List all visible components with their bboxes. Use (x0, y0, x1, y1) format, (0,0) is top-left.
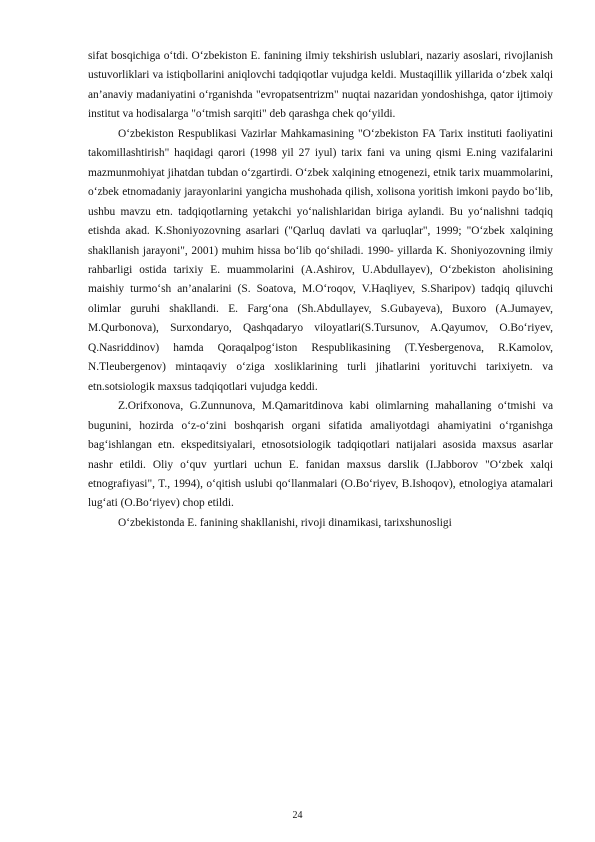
paragraph-4: O‘zbekistonda E. fanining shakllanishi, rivoji dinamikasi, tarixshunosligi (118, 516, 452, 529)
page-number: 24 (292, 810, 303, 821)
paragraph-1: sifat bosqichiga o‘tdi. O‘zbekiston E. fanining ilmiy tekshirish uslublari, nazariy asoslari, rivojlanish ustuvorliklari va istiqbollarini aniqlovchi tadqiqotlar vujudga keldi. Mustaqillik yillarida o‘zbek xalqi an’anaviy madaniyatini o‘rganishda "evropatsentrizm" nuqtai nazaridan yondoshishga, qator ijtimoiy institut va hodisalarga "o‘tmish sarqiti" deb qarashga chek qo‘yildi. (88, 50, 553, 121)
body-text (88, 47, 553, 533)
paragraph-2: O‘zbekiston Respublikasi Vazirlar Mahkamasining "O‘zbekiston FA Tarix instituti faoliyatini takomillashtirish" haqidagi qarori (1998 yil 27 iyul) tarix fani va uning qismi E.ning vazifalarini mazmunmohiyat jihatdan tubdan o‘zgartirdi. O‘zbek xalqining etnogenezi, etnik tarix muammolarini, o‘zbek etnomadaniy jarayonlarini yangicha mushohada qilish, xolisona yoritish imkoni paydo bo‘lib, ushbu mavzu etn. tadqiqotlarning yetakchi yo‘nalishlaridan biriga aylandi. Bu yo‘nalishni tadqiq etishda akad. K.Shoniyozovning asarlari ("Qarluq davlati va qarluqlar", 1999; "O‘zbek xalqining shakllanish jarayoni", 2001) muhim hissa bo‘lib qo‘shiladi. 1990- yillarda K. Shoniyozovning ilmiy rahbarligi ostida tarixiy E. muammolarini (A.Ashirov, U.Abdullayev), O‘zbekiston aholisining maishiy turmo‘sh an’analarini (S. Soatova, M.O‘roqov, V.Haqliyev, S.Sharipov) tadqiq qiluvchi olimlar guruhi shakllandi. E. Farg‘ona (Sh.Abdullayev, S.Gubayeva), Buxoro (A.Jumayev, M.Qurbonova), Surxondaryo, Qashqadaryo viloyatlari(S.Tursunov, A.Qayumov, O.Bo‘riyev, Q.Nasriddinov) hamda Qoraqalpog‘iston Respublikasining (T.Yesbergenova, R.Kamolov, N.Tleubergenov) mintaqaviy o‘ziga xosliklarining turli jihatlarini yorituvchi tarixiyetn. va etn.sotsiologik maxsus tadqiqotlari vujudga keddi. (88, 127, 553, 393)
paragraph-3: Z.Orifxonova, G.Zunnunova, M.Qamaritdinova kabi olimlarning mahallaning o‘tmishi va bugunini, hozirda o‘z-o‘zini boshqarish organi sifatida amaliyotdagi ahamiyatini o‘rganishga bag‘ishlangan etn. ekspeditsiyalari, etnosotsiologik tadqiqotlari natijalari asosida maxsus asarlar nashr etildi. Oliy o‘quv yurtlari uchun E. fanidan maxsus darslik (I.Jabborov "O‘zbek xalqi etnografiyasi", T., 1994), o‘qitish uslubi qo‘llanmalari (O.Bo‘riyev, B.Ishoqov), etnologiya atamalari lug‘ati (O.Bo‘riyev) chop etildi. (88, 400, 553, 510)
